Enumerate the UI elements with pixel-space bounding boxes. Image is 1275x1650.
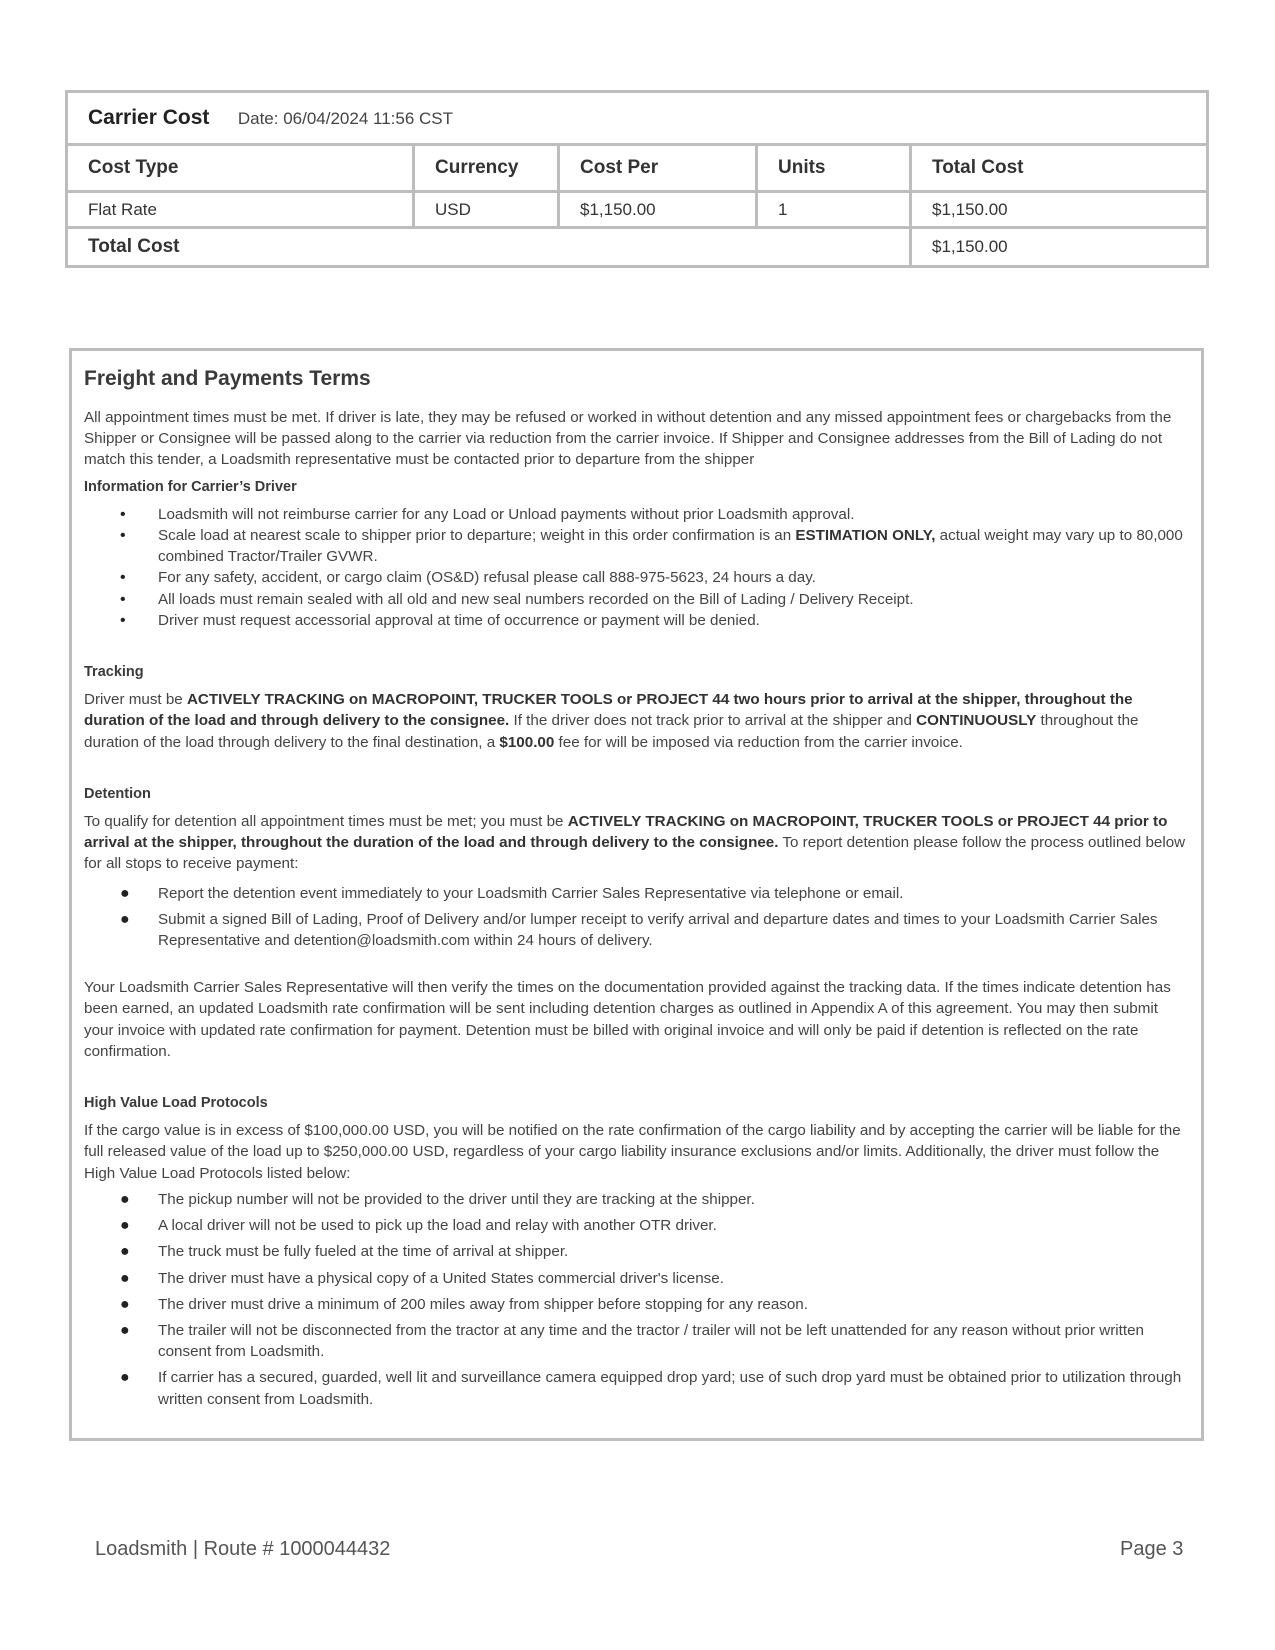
list-item-text: Submit a signed Bill of Lading, Proof of Delivery and/or lumper receipt to verify arrival and departure dates and times to your Loadsmith Carrier Sales Representative and detention@loadsmith.com within 24 hours of delivery. [158, 910, 1158, 950]
list-item: • Scale load at nearest scale to shipper prior to departure; weight in this order confirmation is an ESTIMATION ONLY, actual weight may vary up to 80,000 combined Tractor/Trailer GVWR. [120, 527, 1183, 566]
emphasis-text: ACTIVELY TRACKING on MACROPOINT, TRUCKER TOOLS or PROJECT 44 two hours prior to arrival at the shipper, throughout the duration of the load and through delivery to the consignee. [84, 691, 1133, 730]
list-item: • For any safety, accident, or cargo claim (OS&D) refusal please call 888-975-5623, 24 hours a day. [120, 569, 816, 587]
list-item-text: The driver must drive a minimum of 200 miles away from shipper before stopping for any reason. [158, 1295, 808, 1313]
detention-text [84, 811, 1189, 875]
cell-total-cost: $1,150.00 [911, 192, 1208, 228]
emphasis-text: ESTIMATION ONLY, [795, 527, 936, 545]
text-run: To qualify for detention all appointment times must be met; you must be [84, 813, 568, 831]
high-value-list [84, 1189, 1189, 1410]
list-item-text: The driver must have a physical copy of a United States commercial driver's license. [158, 1269, 724, 1287]
text-run: Driver must be [84, 691, 187, 709]
carrier-cost-header [67, 92, 1208, 145]
tracking-text [84, 689, 1189, 753]
list-item-text: All loads must remain sealed with all old and new seal numbers recorded on the Bill of Lading / Delivery Receipt. [158, 590, 914, 608]
list-item: ● The trailer will not be disconnected from the tractor at any time and the tractor / trailer will not be left unattended for any reason without prior written consent from Loadsmith. [120, 1321, 1144, 1361]
list-item-text: A local driver will not be used to pick up the load and relay with another OTR driver. [158, 1217, 717, 1235]
driver-info-heading: Information for Carrier’s Driver [84, 478, 297, 495]
emphasis-text: ACTIVELY TRACKING on MACROPOINT, TRUCKER TOOLS or PROJECT 44 prior to arrival at the shipper, throughout the duration of the load and through delivery to the consignee. [84, 813, 1168, 852]
list-item-text: Loadsmith will not reimburse carrier for any Load or Unload payments without prior Loadsmith approval. [158, 505, 855, 523]
carrier-cost-title: Carrier Cost [88, 106, 210, 129]
driver-info-list [84, 504, 1189, 631]
list-item: ● The driver must have a physical copy of a United States commercial driver's license. [120, 1269, 724, 1287]
total-value: $1,150.00 [911, 228, 1208, 267]
column-header-row [67, 145, 1208, 192]
list-item-text: Report the detention event immediately to your Loadsmith Carrier Sales Representative via telephone or email. [158, 884, 904, 902]
list-item-text: For any safety, accident, or cargo claim (OS&D) refusal please call 888-975-5623, 24 hours a day. [158, 569, 816, 587]
list-item: ● If carrier has a secured, guarded, well lit and surveillance camera equipped drop yard; use of such drop yard must be obtained prior to utilization through written consent from Loadsmith. [120, 1369, 1182, 1408]
terms-intro: All appointment times must be met. If driver is late, they may be refused or worked in without detention and any missed appointment fees or chargebacks from the Shipper or Consignee will be passed along to the carrier via reduction from the carrier invoice. If Shipper and Consignee addresses from the Bill of Lading do not match this tender, a Loadsmith representative must be contacted prior to departure from the shipper [84, 409, 1172, 469]
total-label: Total Cost [67, 228, 911, 267]
emphasis-text: $100.00 [499, 733, 555, 751]
list-item-text: If carrier has a secured, guarded, well lit and surveillance camera equipped drop yard; use of such drop yard must be obtained prior to utilization through written consent from Loadsmith. [158, 1369, 1182, 1408]
footer-route: Loadsmith | Route # 1000044432 [95, 1538, 391, 1560]
emphasis-text: CONTINUOUSLY [916, 712, 1037, 730]
cell-units: 1 [757, 192, 911, 228]
list-item: • Driver must request accessorial approval at time of occurrence or payment will be denied. [120, 611, 760, 629]
list-item: ● The pickup number will not be provided to the driver until they are tracking at the shipper. [120, 1190, 755, 1208]
text-run: fee for will be imposed via reduction from the carrier invoice. [554, 733, 963, 751]
terms-title: Freight and Payments Terms [84, 367, 371, 390]
freight-terms-box [69, 348, 1204, 1441]
tracking-heading: Tracking [84, 664, 144, 681]
column-header: Cost Type [67, 145, 414, 192]
list-item: ● The truck must be fully fueled at the time of arrival at shipper. [120, 1243, 569, 1261]
total-row [67, 228, 1208, 267]
text-run: throughout the duration of the load through delivery to the final destination, a [84, 712, 1139, 751]
list-item: • Loadsmith will not reimburse carrier for any Load or Unload payments without prior Loadsmith approval. [120, 505, 855, 523]
list-item-text: The pickup number will not be provided to the driver until they are tracking at the shipper. [158, 1190, 755, 1208]
list-item: ● A local driver will not be used to pick up the load and relay with another OTR driver. [120, 1217, 717, 1235]
text-run: To report detention please follow the process outlined below for all stops to receive payment: [84, 834, 1186, 873]
list-item: ● The driver must drive a minimum of 200 miles away from shipper before stopping for any reason. [120, 1295, 808, 1313]
list-item-text: The truck must be fully fueled at the time of arrival at shipper. [158, 1243, 569, 1261]
column-header: Currency [414, 145, 559, 192]
list-item: • All loads must remain sealed with all old and new seal numbers recorded on the Bill of Lading / Delivery Receipt. [120, 590, 914, 608]
detention-heading: Detention [84, 785, 151, 802]
list-item-text: actual weight may vary up to 80,000 combined Tractor/Trailer GVWR. [158, 527, 1183, 566]
column-header: Units [757, 145, 911, 192]
footer-page-number: Page 3 [1120, 1538, 1184, 1560]
text-run: If the driver does not track prior to arrival at the shipper and [509, 712, 917, 730]
carrier-cost-date: Date: 06/04/2024 11:56 CST [237, 109, 454, 128]
detention-list [84, 883, 1189, 952]
column-header: Total Cost [911, 145, 1208, 192]
list-item: ● Report the detention event immediately to your Loadsmith Carrier Sales Representative via telephone or email. [120, 884, 904, 902]
high-value-heading: High Value Load Protocols [84, 1095, 268, 1112]
list-item-text: Scale load at nearest scale to shipper prior to departure; weight in this order confirmation is an [158, 527, 796, 545]
list-item-text: The trailer will not be disconnected from the tractor at any time and the tractor / trailer will not be left unattended for any reason without prior written consent from Loadsmith. [158, 1321, 1144, 1361]
column-header: Cost Per [559, 145, 757, 192]
table-row [67, 192, 1208, 228]
cell-cost-type: Flat Rate [67, 192, 414, 228]
high-value-intro: If the cargo value is in excess of $100,000.00 USD, you will be notified on the rate confirmation of the cargo liability and by accepting the carrier will be liable for the full released value of the load up to $250,000.00 USD, regardless of your cargo liability insurance exclusions and/or limits. Additionally, the driver must follow the High Value Load Protocols listed below: [84, 1122, 1181, 1182]
list-item-text: Driver must request accessorial approval at time of occurrence or payment will be denied. [158, 611, 760, 629]
cell-currency: USD [414, 192, 559, 228]
cell-cost-per: $1,150.00 [559, 192, 757, 228]
detention-followup: Your Loadsmith Carrier Sales Representative will then verify the times on the documentation provided against the tracking data. If the times indicate detention has been earned, an updated Loadsmith rate confirmation will be sent including detention charges as outlined in Appendix A of this agreement. You may then submit your invoice with updated rate confirmation for payment. Detention must be billed with original invoice and will only be paid if detention is reflected on the rate confirmation. [84, 979, 1171, 1060]
list-item: ● Submit a signed Bill of Lading, Proof of Delivery and/or lumper receipt to verify arrival and departure dates and times to your Loadsmith Carrier Sales Representative and detention@loadsmith.com within 24 hours of delivery. [120, 910, 1158, 950]
carrier-cost-table [65, 90, 1209, 268]
